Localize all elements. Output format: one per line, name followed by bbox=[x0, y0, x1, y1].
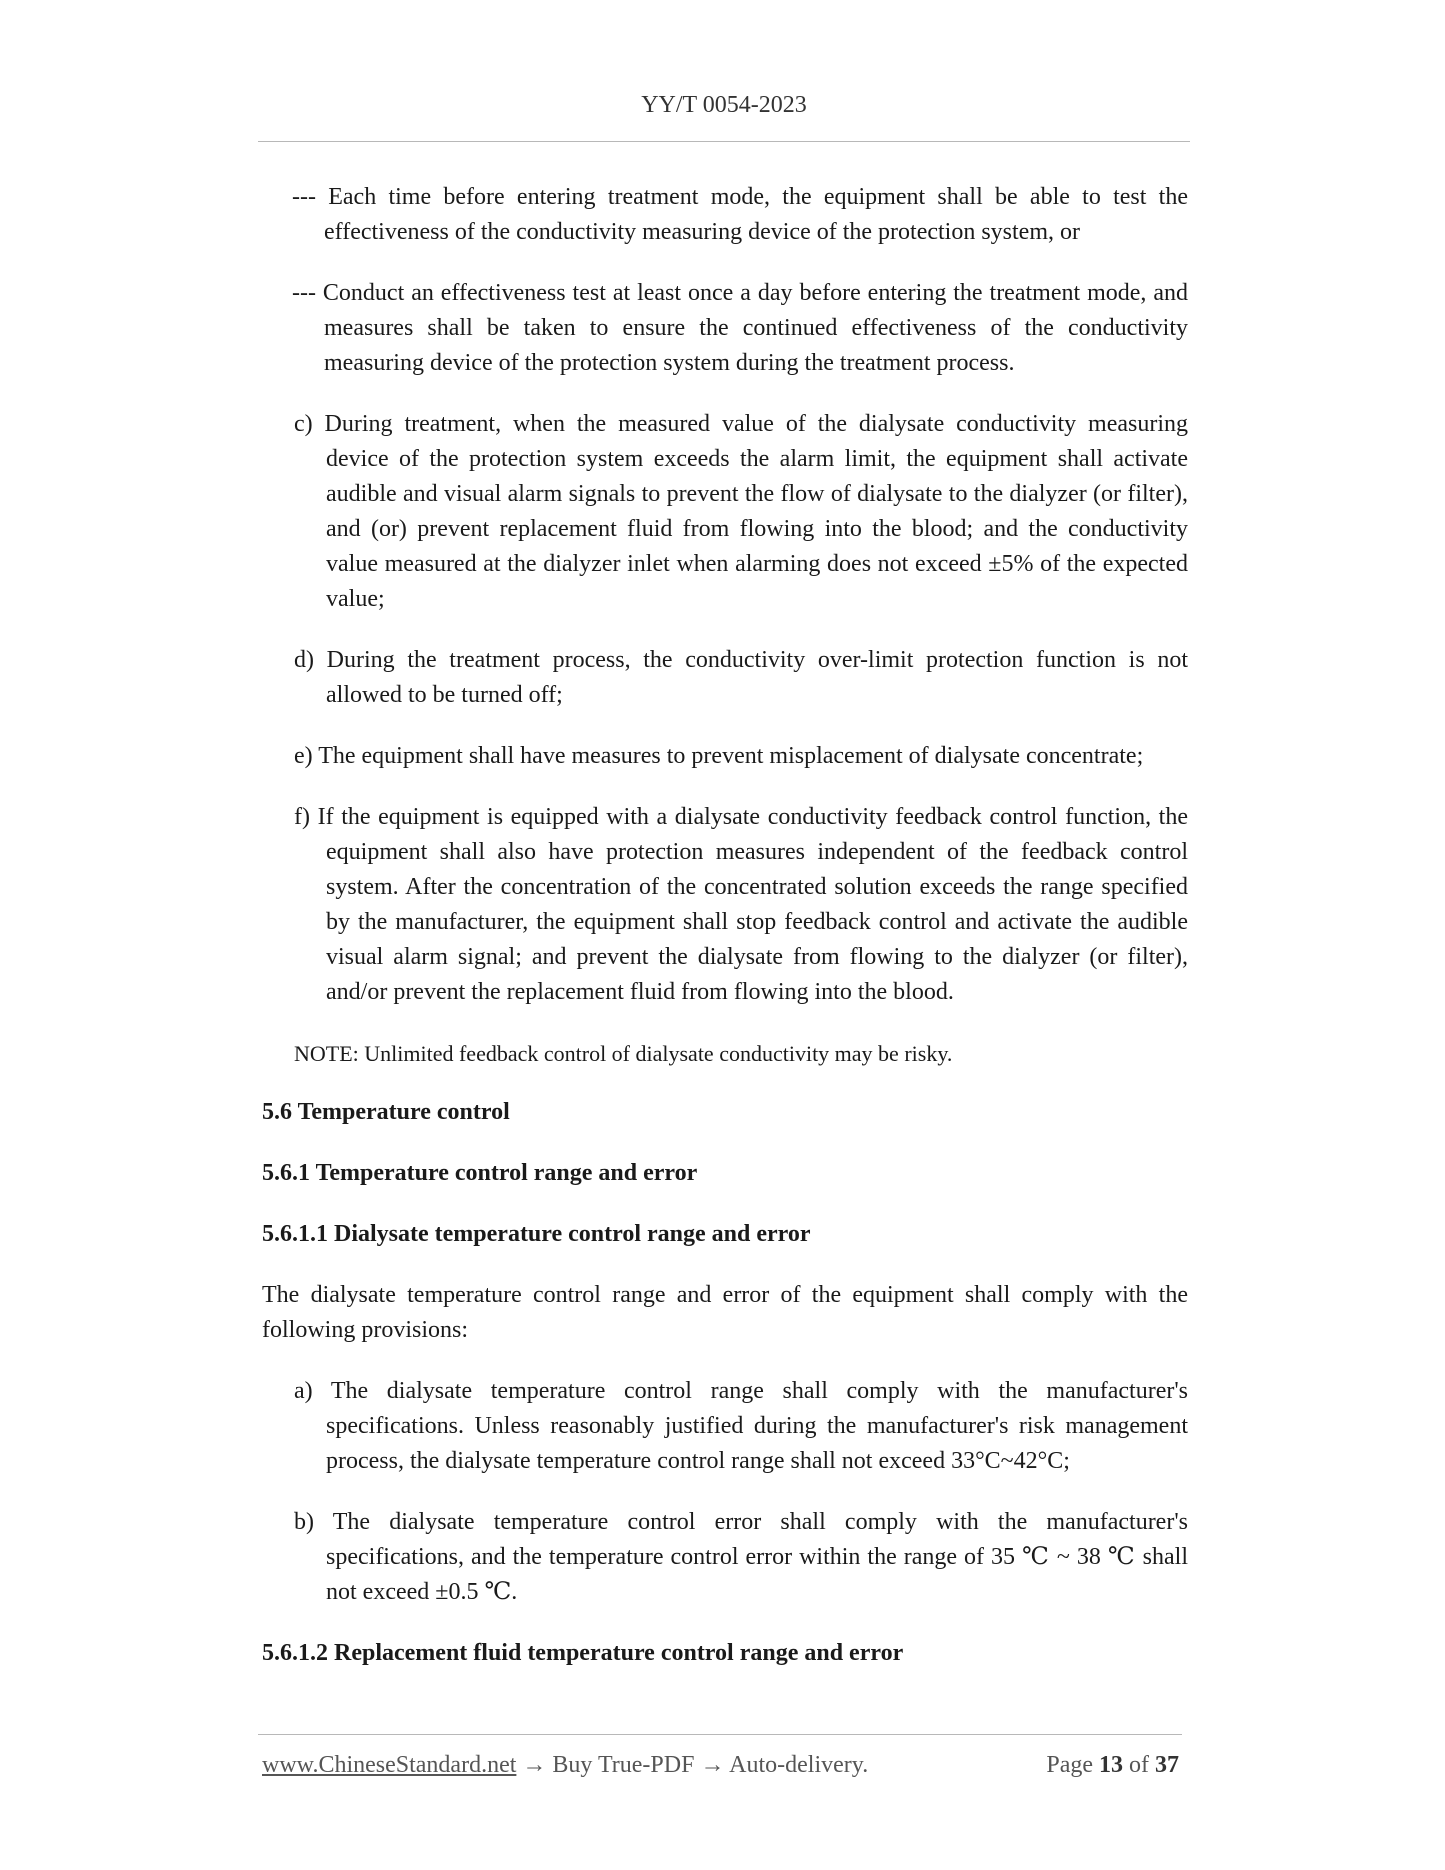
page-label: Page bbox=[1046, 1752, 1093, 1778]
note-text: NOTE: Unlimited feedback control of dialysate conductivity may be risky. bbox=[294, 1041, 953, 1066]
temperature-item-b: b) The dialysate temperature control error shall comply with the manufacturer's specifications, and the temperature control error within the range of 35 ℃ ~ 38 ℃ shall not exceed ±0.5 ℃. bbox=[294, 1509, 1188, 1605]
section-heading-5-6-1: 5.6.1 Temperature control range and error bbox=[262, 1160, 698, 1186]
of-label: of bbox=[1129, 1752, 1149, 1778]
section-heading-5-6: 5.6 Temperature control bbox=[262, 1099, 510, 1125]
temperature-item-a: a) The dialysate temperature control range shall comply with the manufacturer's specifications. Unless reasonably justified during the manufacturer's risk management process, the dialysate temperature control range shall not exceed 33°C~42°C; bbox=[294, 1378, 1188, 1474]
footer-divider bbox=[258, 1734, 1182, 1735]
footer-promo bbox=[262, 1752, 868, 1779]
document-code-header: YY/T 0054-2023 bbox=[641, 92, 807, 118]
list-item-e: e) The equipment shall have measures to prevent misplacement of dialysate concentrate; bbox=[294, 743, 1144, 769]
list-item-c: c) During treatment, when the measured value of the dialysate conductivity measuring device of the protection system exceeds the alarm limit, the equipment shall activate audible and visual alarm signals to prevent the flow of dialysate to the dialyzer (or filter), and (or) prevent replacement fluid from flowing into the blood; and the conductivity value measured at the dialyzer inlet when alarming does not exceed ±5% of the expected value; bbox=[294, 411, 1188, 612]
current-page-number: 13 bbox=[1099, 1752, 1123, 1778]
total-page-number: 37 bbox=[1155, 1752, 1179, 1778]
intro-paragraph: The dialysate temperature control range and error of the equipment shall comply with the following provisions: bbox=[262, 1282, 1188, 1343]
section-heading-5-6-1-2: 5.6.1.2 Replacement fluid temperature control range and error bbox=[262, 1640, 904, 1666]
section-heading-5-6-1-1: 5.6.1.1 Dialysate temperature control range and error bbox=[262, 1221, 811, 1247]
arrow-right-icon: → bbox=[700, 1752, 725, 1778]
list-item-d: d) During the treatment process, the conductivity over-limit protection function is not allowed to be turned off; bbox=[294, 647, 1188, 708]
buy-pdf-text: Buy True-PDF bbox=[552, 1752, 695, 1778]
document-body bbox=[262, 180, 1188, 1697]
page-counter bbox=[1046, 1752, 1179, 1779]
dash-item-daily-effectiveness-test: --- Conduct an effectiveness test at least once a day before entering the treatment mode, and measures shall be taken to ensure the continued effectiveness of the conductivity measuring device of the protection system during the treatment process. bbox=[292, 280, 1188, 376]
dash-item-test-before-treatment: --- Each time before entering treatment mode, the equipment shall be able to test the effectiveness of the conductivity measuring device of the protection system, or bbox=[292, 184, 1188, 245]
arrow-right-icon: → bbox=[522, 1752, 547, 1778]
site-link[interactable]: www.ChineseStandard.net bbox=[262, 1752, 517, 1778]
header-divider bbox=[258, 141, 1190, 142]
list-item-f: f) If the equipment is equipped with a dialysate conductivity feedback control function, the equipment shall also have protection measures independent of the feedback control system. After the concentration of the concentrated solution exceeds the range specified by the manufacturer, the equipment shall stop feedback control and activate the audible visual alarm signal; and prevent the dialysate from flowing to the dialyzer (or filter), and/or prevent the replacement fluid from flowing into the blood. bbox=[294, 804, 1188, 1005]
auto-delivery-text: Auto-delivery. bbox=[729, 1752, 869, 1778]
